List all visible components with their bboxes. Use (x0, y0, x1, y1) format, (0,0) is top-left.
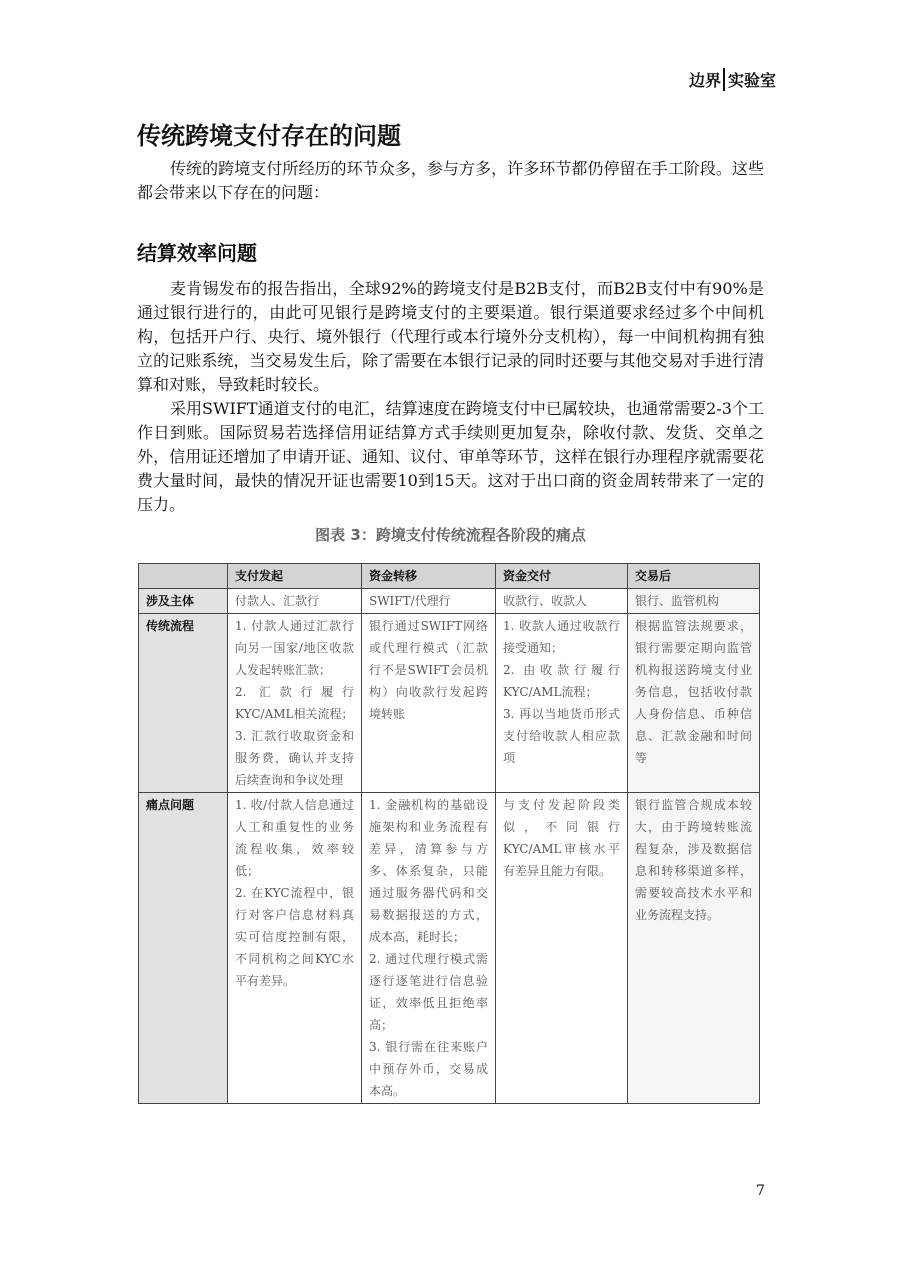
table-cell-line: 2. 在KYC流程中，银行对客户信息材料真实可信度控制有限，不同机构之间KYC水平有差异。 (235, 886, 354, 988)
table-cell-line: 2. 汇款行履行KYC/AML相关流程； (235, 685, 354, 721)
table-cell (362, 793, 496, 1104)
table-cell-line: 银行、监管机构 (635, 594, 720, 608)
table-row-label: 涉及主体 (139, 589, 228, 614)
table-header-cell: 支付发起 (228, 564, 362, 589)
page-title: 传统跨境支付存在的问题 (137, 122, 401, 150)
table-header-cell-corner (139, 564, 228, 589)
table-cell (362, 614, 496, 793)
table-cell-line: 付款人、汇款行 (235, 594, 320, 608)
table-cell (228, 614, 362, 793)
table-header-row (139, 564, 760, 589)
table-header-cell: 交易后 (628, 564, 760, 589)
table-cell (496, 614, 628, 793)
table-cell (228, 589, 362, 614)
table-cell-line: 银行监管合规成本较大，由于跨境转账流程复杂，涉及数据信息和转移渠道多样，需要较高技术水平和业务流程支持。 (635, 798, 752, 922)
brand-logo (689, 68, 776, 91)
table-cell (362, 589, 496, 614)
table-cell-line: 2. 由收款行履行KYC/AML流程； (503, 663, 620, 699)
table-header-cell: 资金转移 (362, 564, 496, 589)
table-row (139, 614, 760, 793)
table-cell-line: 与支付发起阶段类似，不同银行KYC/AML审核水平有差异且能力有限。 (503, 798, 620, 878)
table-cell-line: 2. 通过代理行模式需逐行逐笔进行信息验证，效率低且拒绝率高； (369, 952, 488, 1032)
table-row (139, 793, 760, 1104)
table-cell (628, 793, 760, 1104)
table-cell-line: 3. 银行需在往来账户中预存外币，交易成本高。 (369, 1040, 488, 1098)
body-paragraph-2: 采用SWIFT通道支付的电汇，结算速度在跨境支付中已属较块，也通常需要2-3个工作日到账。国际贸易若选择信用证结算方式手续则更加复杂，除收付款、发货、交单之外，信用证还增加了申请开证、通知、议付、审单等环节，这样在银行办理程序就需要花费大量时间，最快的情况开证也需要10到15天。这对于出口商的资金周转带来了一定的压力。 (137, 399, 764, 514)
body-paragraph-1: 麦肯锡发布的报告指出，全球92%的跨境支付是B2B支付，而B2B支付中有90%是通过银行进行的，由此可见银行是跨境支付的主要渠道。银行渠道要求经过多个中间机构，包括开户行、央行、境外银行（代理行或本行境外分支机构），每一中间机构拥有独立的记账系统，当交易发生后，除了需要在本银行记录的同时还要与其他交易对手进行清算和对账，导致耗时较长。 (137, 279, 764, 394)
table-cell (628, 614, 760, 793)
table-cell-line: 1. 付款人通过汇款行向另一国家/地区收款人发起转账汇款； (235, 619, 354, 677)
table-row-label: 传统流程 (139, 614, 228, 793)
table-cell-line: 银行通过SWIFT网络或代理行模式（汇款行不是SWIFT会员机构）向收款行发起跨境转账 (369, 619, 488, 721)
brand-logo-part1: 边界 (688, 71, 721, 90)
table-cell-line: 收款行、收款人 (503, 594, 588, 608)
table-row (139, 589, 760, 614)
table-cell (496, 589, 628, 614)
table-cell-line: 3. 汇款行收取资金和服务费，确认并支持后续查询和争议处理 (235, 729, 354, 787)
pain-points-table (138, 563, 760, 1104)
table-cell-line: 1. 收款人通过收款行接受通知； (503, 619, 620, 655)
table-row-label: 痛点问题 (139, 793, 228, 1104)
table-cell (496, 793, 628, 1104)
table-cell-line: 1. 金融机构的基础设施架构和业务流程有差异，清算参与方多、体系复杂，只能通过服务器代码和交易数据报送的方式，成本高，耗时长； (369, 798, 488, 944)
table-header-cell: 资金交付 (496, 564, 628, 589)
table-cell (228, 793, 362, 1104)
table-cell-line: 1. 收/付款人信息通过人工和重复性的业务流程收集，效率较低； (235, 798, 354, 878)
table-cell-line: 3. 再以当地货币形式支付给收款人相应款项 (503, 707, 620, 765)
table-cell-line: SWIFT/代理行 (369, 594, 451, 608)
page-number: 7 (756, 1183, 765, 1199)
section-title: 结算效率问题 (137, 241, 257, 265)
intro-paragraph: 传统的跨境支付所经历的环节众多，参与方多，许多环节都仍停留在手工阶段。这些都会带来以下存在的问题： (137, 159, 764, 202)
table-cell (628, 589, 760, 614)
figure-caption: 图表 3：跨境支付传统流程各阶段的痛点 (315, 526, 586, 544)
brand-logo-part2: 实验室 (723, 68, 776, 91)
table-cell-line: 根据监管法规要求，银行需要定期向监管机构报送跨境支付业务信息，包括收付款人身份信息、币种信息、汇款金融和时间等 (635, 619, 752, 765)
